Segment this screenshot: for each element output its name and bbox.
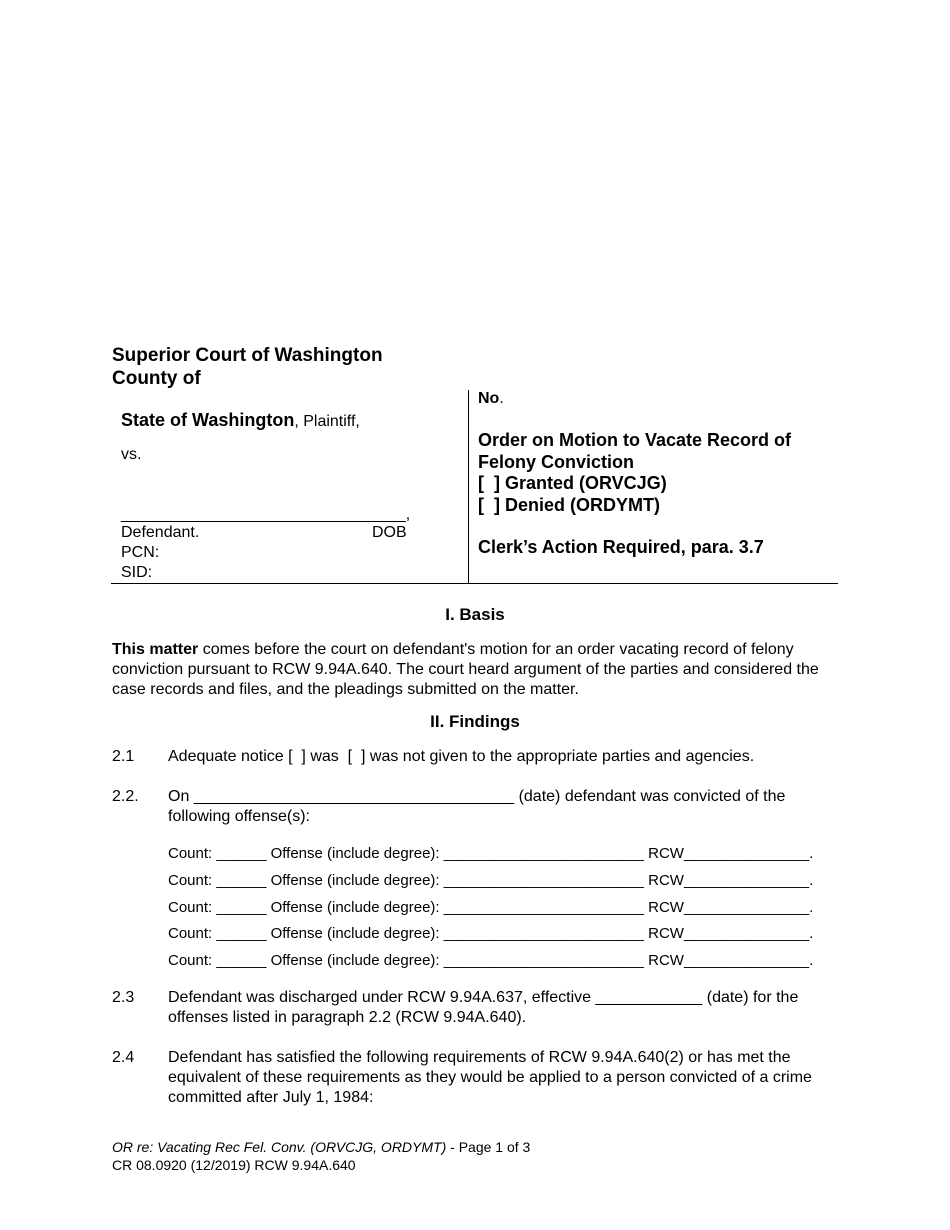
para-2-2-text: On ____________________________________ (date) defendant was convicted of the following offense(s): bbox=[168, 788, 786, 825]
count-row: Count: ______ Offense (include degree): ________________________ RCW_______________. bbox=[168, 952, 814, 969]
caption-case-info bbox=[468, 390, 839, 583]
court-name bbox=[112, 344, 383, 390]
count-row: Count: ______ Offense (include degree): ________________________ RCW_______________. bbox=[168, 925, 814, 942]
pcn-label: PCN: bbox=[121, 544, 160, 561]
footer-form-code: CR 08.0920 (12/2019) RCW 9.94A.640 bbox=[112, 1157, 356, 1173]
caption-divider bbox=[111, 583, 838, 584]
order-title-line-1: Order on Motion to Vacate Record of bbox=[478, 430, 792, 450]
case-number-line bbox=[478, 390, 504, 408]
footer-form-title-line bbox=[112, 1138, 530, 1156]
count-row: Count: ______ Offense (include degree): ________________________ RCW_______________. bbox=[168, 872, 814, 889]
plaintiff-name: State of Washington bbox=[121, 410, 295, 430]
order-title bbox=[478, 430, 791, 516]
basis-lead: This matter bbox=[112, 641, 199, 658]
para-2-3-text: Defendant was discharged under RCW 9.94A.637, effective ____________ (date) for the offenses listed in paragraph 2.2 (RCW 9.94A.640). bbox=[168, 989, 799, 1026]
basis-paragraph bbox=[112, 640, 838, 700]
para-2-4-number: 2.4 bbox=[112, 1049, 135, 1066]
granted-checkbox-line: [ ] Granted (ORVCJG) bbox=[478, 473, 667, 493]
county-line: County of bbox=[112, 368, 201, 389]
basis-text: comes before the court on defendant's motion for an order vacating record of felony conviction pursuant to RCW 9.94A.640. The court heard argument of the parties and considered the case records and files, and the pleadings submitted on the matter. bbox=[112, 641, 819, 698]
count-row: Count: ______ Offense (include degree): ________________________ RCW_______________. bbox=[168, 899, 814, 916]
count-row: Count: ______ Offense (include degree): ________________________ RCW_______________. bbox=[168, 845, 814, 862]
footer-form-title: OR re: Vacating Rec Fel. Conv. (ORVCJG, ORDYMT) bbox=[112, 1139, 447, 1155]
caption-parties bbox=[112, 390, 468, 583]
para-2-1-number: 2.1 bbox=[112, 748, 135, 765]
order-title-line-2: Felony Conviction bbox=[478, 451, 635, 472]
clerk-action-note: Clerk’s Action Required, para. 3.7 bbox=[478, 537, 764, 557]
para-2-1-text: Adequate notice [ ] was [ ] was not given to the appropriate parties and agencies. bbox=[168, 748, 755, 765]
footer-page-number: - Page 1 of 3 bbox=[446, 1139, 531, 1155]
para-2-4-text: Defendant has satisfied the following requirements of RCW 9.94A.640(2) or has met the equivalent of these requirements as they would be applied to a person convicted of a crime committed after July 1, 1984: bbox=[168, 1049, 812, 1106]
section-basis-heading: I. Basis bbox=[445, 605, 505, 624]
para-2-3-number: 2.3 bbox=[112, 989, 135, 1006]
sid-label: SID: bbox=[121, 564, 153, 581]
denied-checkbox-line: [ ] Denied (ORDYMT) bbox=[478, 494, 660, 515]
versus-label: vs. bbox=[121, 446, 142, 463]
court-line-1: Superior Court of Washington bbox=[112, 345, 383, 366]
defendant-name-blank: ________________________________, bbox=[121, 506, 411, 523]
defendant-label: Defendant. bbox=[121, 524, 200, 541]
plaintiff-role: , Plaintiff, bbox=[294, 413, 360, 430]
dob-label: DOB bbox=[372, 524, 407, 541]
plaintiff-line bbox=[121, 410, 360, 431]
section-findings-heading: II. Findings bbox=[430, 712, 520, 731]
para-2-2-number: 2.2. bbox=[112, 788, 139, 805]
case-number-period: . bbox=[499, 390, 504, 407]
case-number-label: No bbox=[478, 390, 500, 407]
